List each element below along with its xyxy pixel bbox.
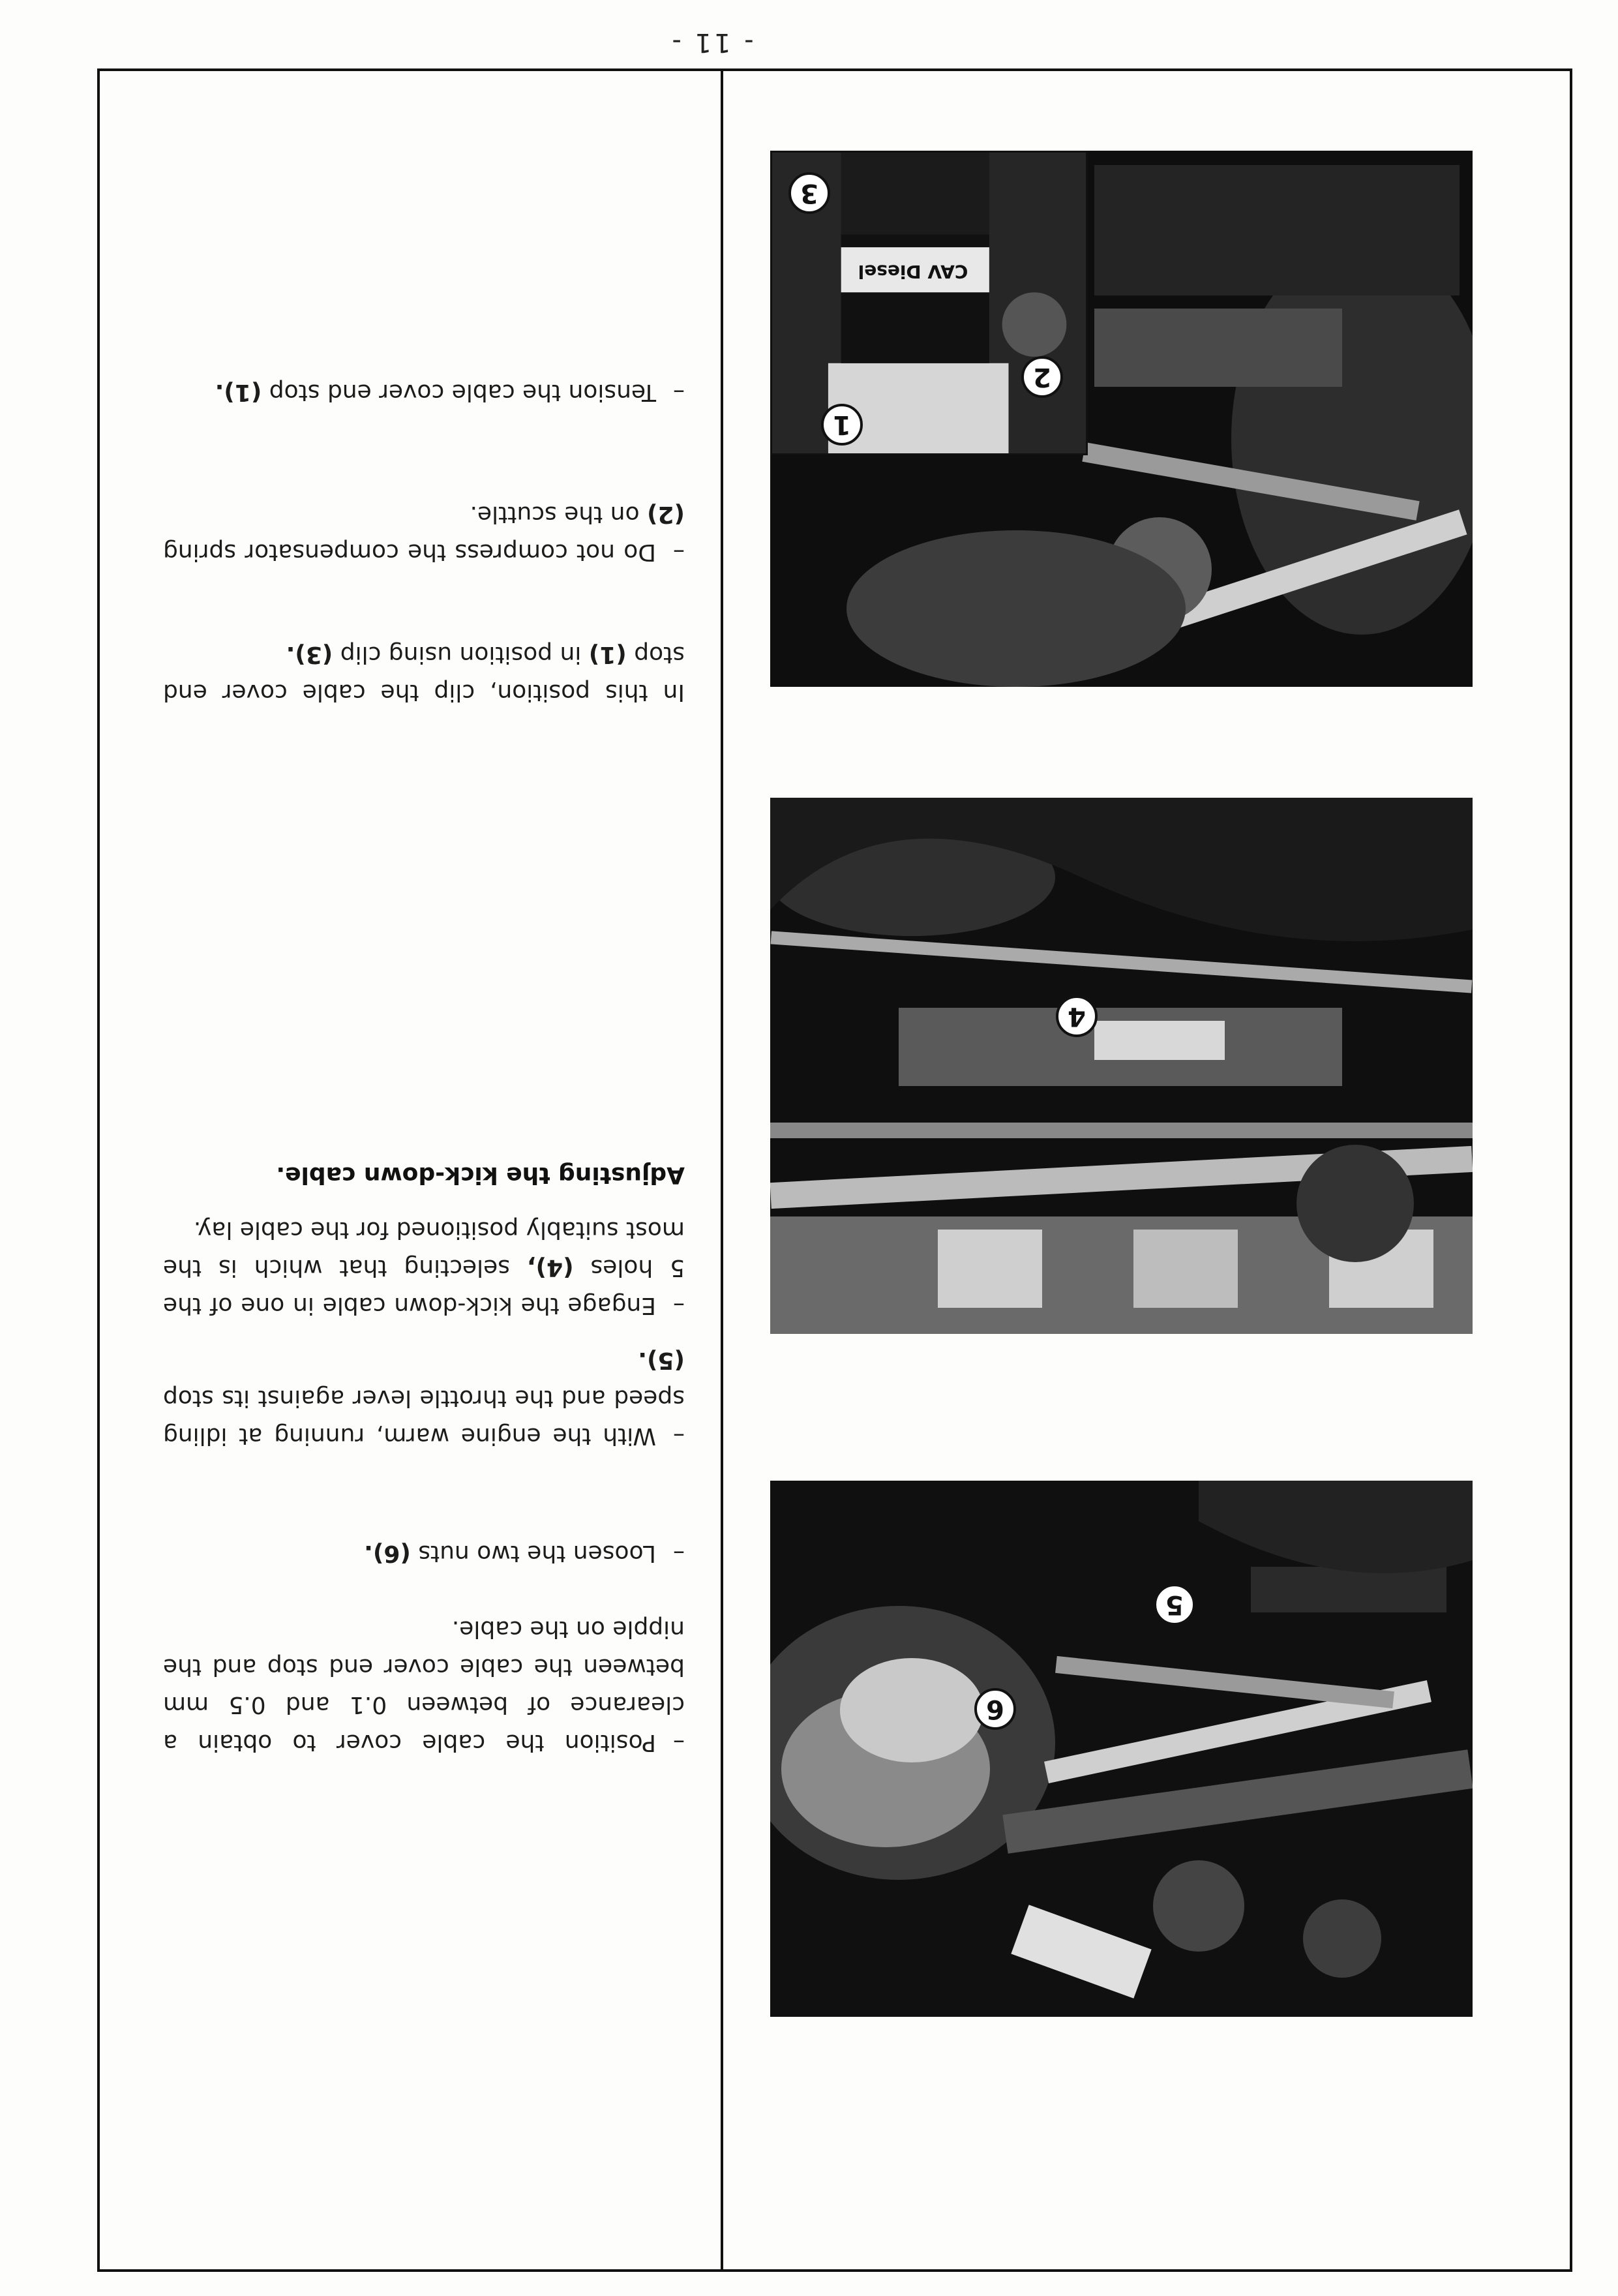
ref-number: (1) bbox=[588, 641, 627, 668]
step-text: Engage the kick-down cable in one of the 5 holes bbox=[163, 1254, 685, 1319]
dash-bullet: – bbox=[673, 1423, 685, 1449]
callout-2: 2 bbox=[1021, 356, 1063, 398]
section-heading: Adjusting the kick-down cable. bbox=[276, 1162, 685, 1188]
dash-bullet: – bbox=[673, 1292, 685, 1319]
callout-4: 4 bbox=[1056, 995, 1098, 1037]
step-text: With the engine warm, running at idling speed and the throttle lever against its stop bbox=[163, 1385, 685, 1449]
dash-bullet: – bbox=[673, 379, 685, 406]
step-loosen-nuts bbox=[163, 1534, 685, 1572]
step-position-cable-cover bbox=[163, 1610, 685, 1761]
ref-number: (3). bbox=[286, 641, 333, 668]
step-text: Tension the cable cover end stop bbox=[269, 379, 656, 406]
ref-number: (1). bbox=[215, 379, 262, 406]
ref-number: (5). bbox=[638, 1347, 685, 1374]
ref-number: (4), bbox=[526, 1254, 574, 1281]
step-text: Position the cable cover to obtain a clearance of between 0.1 and 0.5 mm between the cable cover end stop and the nipple on the cable. bbox=[163, 1616, 685, 1756]
step-text: Loosen the two nuts bbox=[418, 1540, 656, 1567]
step-text: selecting that which is the most suitably positioned for the cable lay. bbox=[163, 1216, 685, 1281]
dash-bullet: – bbox=[673, 1540, 685, 1567]
dash-bullet: – bbox=[673, 1729, 685, 1756]
dash-bullet: – bbox=[673, 539, 685, 566]
callout-5: 5 bbox=[1154, 1584, 1195, 1625]
step-text: Do not compress the compensator spring bbox=[163, 539, 656, 566]
step-engine-warm bbox=[163, 1341, 685, 1455]
filter-label: CAV Diesel bbox=[858, 261, 968, 282]
ref-number: (2) bbox=[647, 501, 685, 528]
step-text: on the scuttle. bbox=[470, 501, 640, 528]
engine-photo-throttle-stop bbox=[770, 1481, 1473, 2017]
engine-photo-end-stop bbox=[770, 151, 1473, 687]
ref-number: (6). bbox=[364, 1540, 411, 1567]
step-tension-stop bbox=[163, 373, 685, 411]
step-text: in position using clip bbox=[340, 641, 582, 668]
engine-photo-kickdown-holes bbox=[770, 798, 1473, 1334]
step-compensator bbox=[163, 495, 685, 571]
callout-6: 6 bbox=[974, 1688, 1016, 1730]
step-text: In this position, clip the cable cover end stop bbox=[163, 641, 685, 706]
callout-3: 3 bbox=[788, 172, 830, 214]
callout-1: 1 bbox=[821, 404, 863, 446]
photo-illustration bbox=[770, 798, 1473, 1334]
page-number: - 11 - bbox=[669, 27, 754, 57]
column-divider bbox=[721, 68, 723, 2272]
step-clip-position bbox=[163, 635, 685, 711]
step-engage-cable bbox=[163, 1211, 685, 1324]
photo-illustration bbox=[770, 1481, 1473, 2017]
